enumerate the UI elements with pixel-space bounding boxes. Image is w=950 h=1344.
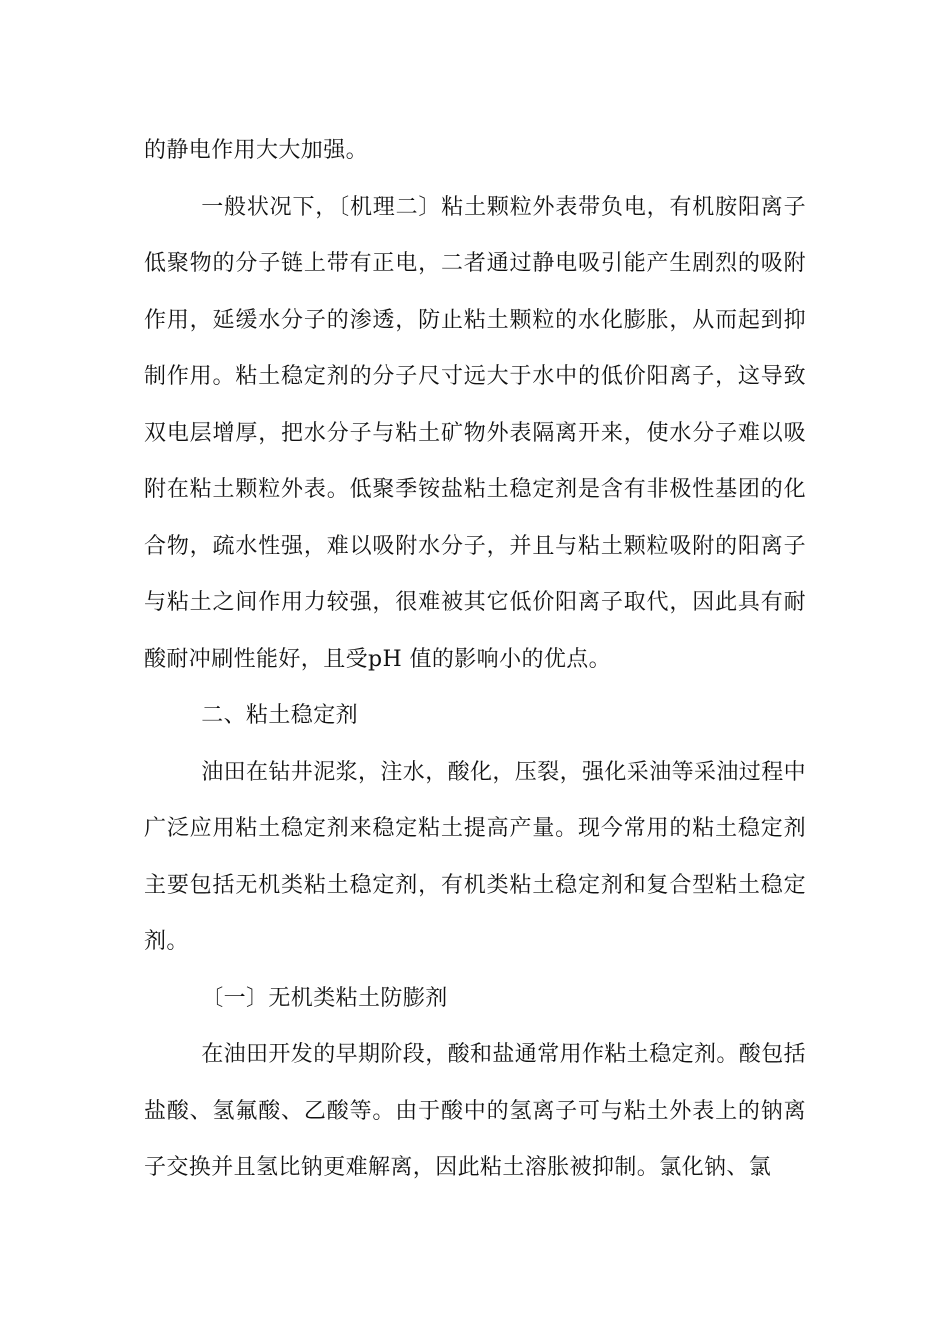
paragraph-4: 在油田开发的早期阶段，酸和盐通常用作粘土稳定剂。酸包括盐酸、氢氟酸、乙酸等。由于酸中的氢离子可与粘土外表上的钠离子交换并且氢比钠更难解离，因此粘土溶胀被抑制。氯化钠、氯	[144, 1042, 806, 1180]
paragraph-3: 油田在钻井泥浆，注水，酸化，压裂，强化采油等采油过程中广泛应用粘土稳定剂来稳定粘土提高产量。现今常用的粘土稳定剂主要包括无机类粘土稳定剂，有机类粘土稳定剂和复合型粘土稳定剂。	[144, 759, 806, 954]
section-heading-2: 二、粘土稳定剂	[201, 703, 358, 728]
paragraph-1: 的静电作用大大加强。	[144, 138, 369, 163]
subsection-heading-1: 〔一〕无机类粘土防膨剂	[201, 985, 448, 1011]
paragraph-2: 一般状况下，〔机理二〕粘土颗粒外表带负电，有机胺阳离子低聚物的分子链上带有正电，二者通过静电吸引能产生剧烈的吸附作用，延缓水分子的渗透，防止粘土颗粒的水化膨胀，从而起到抑制作用。粘土稳定剂的分子尺寸远大于水中的低价阳离子，这导致双电层增厚，把水分子与粘土矿物外表隔离开来，使水分子难以吸附在粘土颗粒外表。低聚季铵盐粘土稳定剂是含有非极性基团的化合物，疏水性强，难以吸附水分子，并且与粘土颗粒吸附的阳离子与粘土之间作用力较强，很难被其它低价阳离子取代，因此具有耐酸耐冲刷性能好，且受pH 值的影响小的优点。	[144, 194, 806, 672]
document-body	[144, 123, 806, 1197]
